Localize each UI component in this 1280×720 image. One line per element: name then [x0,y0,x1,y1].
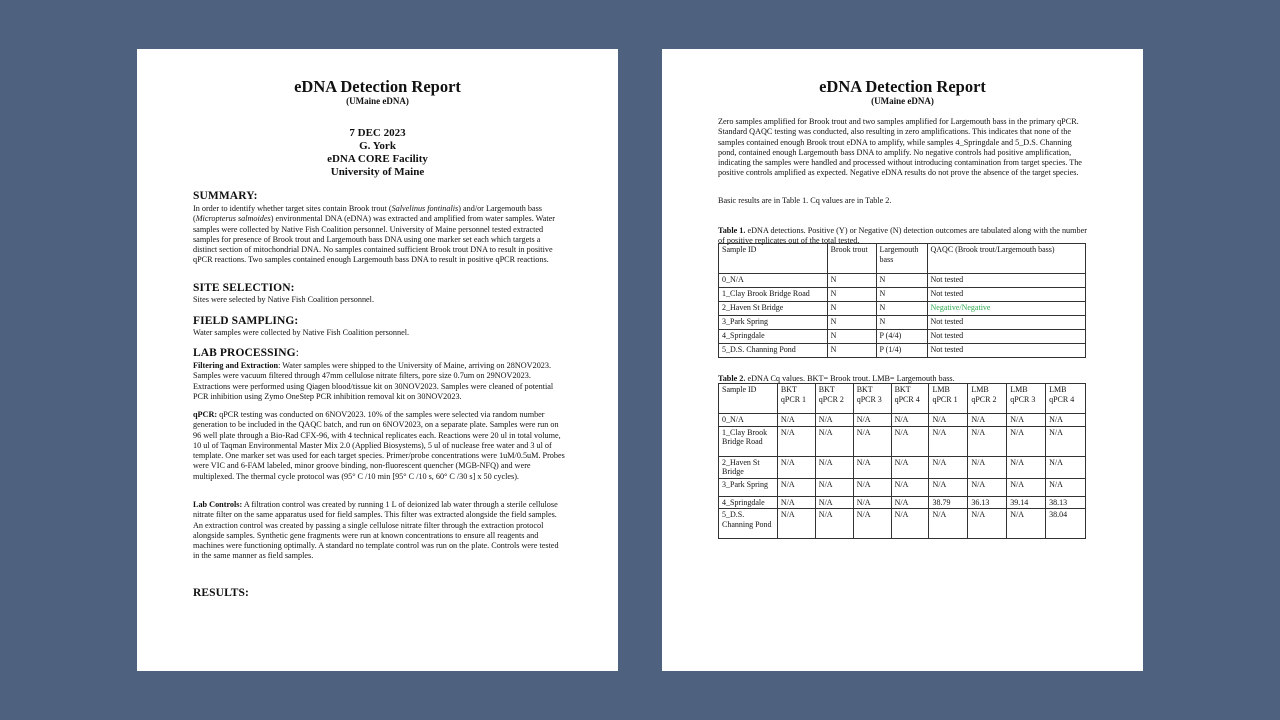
filtering-extraction-text: Filtering and Extraction: Water samples were shipped to the University of Maine, arriving on 28NOV2023. Samples were vacuum filtered through 47mm cellulose nitrate filters, pore size 0.7um on 29NOV2023. Extractions were performed using Qiagen blood/tissue kit on 30NOV2023. Samples were cleaned of potential PCR inhibition using Zymo OneStep PCR inhibition removal kit on 30NOV2023. [193,361,554,401]
table-header-cell: BKT qPCR 4 [891,384,929,414]
table-header-row [719,384,1086,414]
table-cell: 5_D.S. Channing Pond [719,509,778,539]
table-header-cell: LMB qPCR 3 [1007,384,1046,414]
table-cell: 5_D.S. Channing Pond [719,344,828,358]
table-cell: 0_N/A [719,414,778,427]
table-cell: N/A [1007,426,1046,456]
table-row [719,496,1086,509]
table-cell: N/A [891,509,929,539]
table-cell: N/A [968,478,1007,496]
table-cell: N/A [929,426,968,456]
field-sampling-heading: FIELD SAMPLING: [193,315,299,327]
table2-caption: Table 2. eDNA Cq values. BKT= Brook trout. LMB= Largemouth bass. [718,374,955,383]
table-cell: N/A [853,426,891,456]
cq-values-table [718,383,1086,539]
table-row [719,274,1086,288]
table-cell: N [827,316,876,330]
table-cell: N/A [815,426,853,456]
table-cell: N/A [777,509,815,539]
table-cell: 2_Haven St Bridge [719,302,828,316]
table-cell: 36.13 [968,496,1007,509]
table-header-cell: Sample ID [719,244,828,274]
table-cell: N/A [891,496,929,509]
table-cell: N/A [1046,456,1086,478]
table-cell: 1_Clay Brook Bridge Road [719,288,828,302]
report-facility: eDNA CORE Facility [327,153,428,165]
table-cell: 4_Springdale [719,330,828,344]
report-page-1 [137,49,618,671]
table-cell: N/A [853,456,891,478]
table-cell: N [876,302,927,316]
table-cell: N/A [929,478,968,496]
table-cell: 3_Park Spring [719,316,828,330]
table-cell: 1_Clay Brook Bridge Road [719,426,778,456]
page-subtitle: (UMaine eDNA) [871,96,934,106]
page-title: eDNA Detection Report [819,77,986,96]
field-sampling-text: Water samples were collected by Native Fish Coalition personnel. [193,328,410,337]
table-header-cell: LMB qPCR 1 [929,384,968,414]
report-date: 7 DEC 2023 [349,127,406,139]
table-cell: N/A [891,456,929,478]
table-cell: 2_Haven St Bridge [719,456,778,478]
table1-caption: Table 1. eDNA detections. Positive (Y) or Negative (N) detection outcomes are tabulated along with the number of positive replicates out of the total tested. [718,226,1087,246]
table-header-cell: BKT qPCR 3 [853,384,891,414]
lab-controls-text: Lab Controls: A filtration control was created by running 1 L of deionized lab water through a sterile cellulose nitrate filter on the same apparatus used for field samples. This filter was extracted alongside the field samples. An extraction control was created by passing a single cellulose nitrate filter through the extraction protocol alongside samples. Synthetic gene fragments were run at known concentrations to ensure all reagents and machines were functioning optimally. A standard no template control was run on the plate. Controls were tested in the same manner as field samples. [193,500,559,561]
table-cell: N/A [891,478,929,496]
table-header-cell: LMB qPCR 4 [1046,384,1086,414]
table-row [719,456,1086,478]
table-cell: N [876,316,927,330]
table-cell: N/A [968,456,1007,478]
table-cell: Not tested [927,316,1086,330]
table-cell: N [827,344,876,358]
table-cell: N/A [1007,456,1046,478]
table-cell: N/A [1007,478,1046,496]
results-heading: RESULTS: [193,587,249,599]
table-header-cell: Largemouth bass [876,244,927,274]
table-cell: N/A [777,478,815,496]
summary-text: In order to identify whether target sites contain Brook trout (Salvelinus fontinalis) and/or Largemouth bass (Micropterus salmoides) environmental DNA (eDNA) was extracted and amplified from water samples. Water samples were collected by Native Fish Coalition personnel. University of Maine personnel tested extracted samples for presence of Brook trout and Largemouth bass DNA using one marker set each which targets a distinct section of mitochondrial DNA. No samples contained sufficient Brook trout DNA to result in positive qPCR reactions. Two samples contained enough Largemouth bass DNA to result in positive qPCR reactions. [193,204,556,265]
table-cell: N/A [1007,509,1046,539]
table-cell: N/A [1046,478,1086,496]
site-selection-heading: SITE SELECTION: [193,282,295,294]
table-row [719,478,1086,496]
table-cell: N/A [1046,414,1086,427]
table-cell: N/A [1046,426,1086,456]
table-cell: N/A [929,509,968,539]
table-cell: N/A [968,509,1007,539]
qaqc-negative-cell: Negative/Negative [927,302,1086,316]
table-cell: 38.04 [1046,509,1086,539]
table-cell: N/A [815,509,853,539]
table-cell: 3_Park Spring [719,478,778,496]
table-cell: N/A [853,496,891,509]
table-cell: N/A [1007,414,1046,427]
table-cell: N/A [815,478,853,496]
report-page-2 [662,49,1143,671]
results-intro-text: Zero samples amplified for Brook trout and two samples amplified for Largemouth bass in the primary qPCR. Standard QAQC testing was conducted, also resulting in zero amplifications. This indicates that none of the samples contained enough Brook trout eDNA to amplify, while samples 4_Springdale and 5_D.S. Channing pond, contained enough Largemouth bass DNA to amplify. No negative controls had positive amplification, indicating the samples were handled and processed without introducing contamination from target species. The positive controls amplified as expected. Negative eDNA results do not prove the absence of the target species. [718,117,1082,178]
table-cell: N [827,330,876,344]
table-cell: P (4/4) [876,330,927,344]
table-cell: P (1/4) [876,344,927,358]
page-title: eDNA Detection Report [294,77,461,96]
table-row [719,426,1086,456]
table-row [719,509,1086,539]
table-cell: N/A [968,426,1007,456]
table-cell: 38.79 [929,496,968,509]
table-header-cell: Sample ID [719,384,778,414]
table-cell: Not tested [927,288,1086,302]
table-cell: N [876,288,927,302]
table-cell: N/A [777,456,815,478]
table-row [719,316,1086,330]
table-row [719,414,1086,427]
qpcr-text: qPCR: qPCR testing was conducted on 6NOV2023. 10% of the samples were selected via random number generation to be included in the QAQC batch, and run on 6NOV2023, on a separate plate. Samples were run on 96 well plate through a Bio-Rad CFX-96, with 4 technical replicates each. Reactions were 20 ul in total volume, 10 ul of Taqman Environmental Master Mix 2.0 (Applied Biosystems), 5 ul of nuclease free water and 3 ul of template. One marker set was used for each target species. Primer/probe concentrations were 1uM/0.5uM. Probes were VIC and 6-FAM labeled, minor groove binding, non-fluorescent quencher (MGB-NFQ) and were multiplexed. The thermal cycle protocol was (95° C /10 min [95° C /10 s, 60° C /30 s] x 50 cycles). [193,410,565,481]
table-cell: N/A [853,509,891,539]
table-row [719,288,1086,302]
table-header-cell: Brook trout [827,244,876,274]
basic-results-text: Basic results are in Table 1. Cq values are in Table 2. [718,196,892,205]
table-header-cell: BKT qPCR 1 [777,384,815,414]
table-cell: 38.13 [1046,496,1086,509]
table-header-cell: BKT qPCR 2 [815,384,853,414]
table-header-cell: LMB qPCR 2 [968,384,1007,414]
table-cell: N/A [929,456,968,478]
table-cell: N/A [891,426,929,456]
site-selection-text: Sites were selected by Native Fish Coalition personnel. [193,295,374,304]
table-cell: N/A [968,414,1007,427]
lab-processing-heading: LAB PROCESSING: [193,347,299,359]
table-cell: N [876,274,927,288]
table-cell: 39.14 [1007,496,1046,509]
table-cell: N/A [777,496,815,509]
table-cell: N [827,302,876,316]
table-cell: N/A [777,414,815,427]
table-cell: N/A [777,426,815,456]
table-cell: 0_N/A [719,274,828,288]
table-header-cell: QAQC (Brook trout/Largemouth bass) [927,244,1086,274]
report-author: G. York [359,140,396,152]
table-header-row [719,244,1086,274]
table-cell: N/A [853,414,891,427]
summary-heading: SUMMARY: [193,190,258,202]
table-row [719,344,1086,358]
table-cell: Not tested [927,344,1086,358]
detections-table [718,243,1086,358]
table-cell: N/A [853,478,891,496]
table-cell: N/A [815,496,853,509]
table-cell: Not tested [927,274,1086,288]
table-cell: 4_Springdale [719,496,778,509]
table-cell: N/A [815,456,853,478]
page-subtitle: (UMaine eDNA) [346,96,409,106]
report-university: University of Maine [330,166,425,178]
table-row [719,330,1086,344]
table-cell: N/A [891,414,929,427]
table-cell: N [827,288,876,302]
table-row [719,302,1086,316]
table-cell: N/A [929,414,968,427]
table-cell: N [827,274,876,288]
table-cell: Not tested [927,330,1086,344]
table-cell: N/A [815,414,853,427]
